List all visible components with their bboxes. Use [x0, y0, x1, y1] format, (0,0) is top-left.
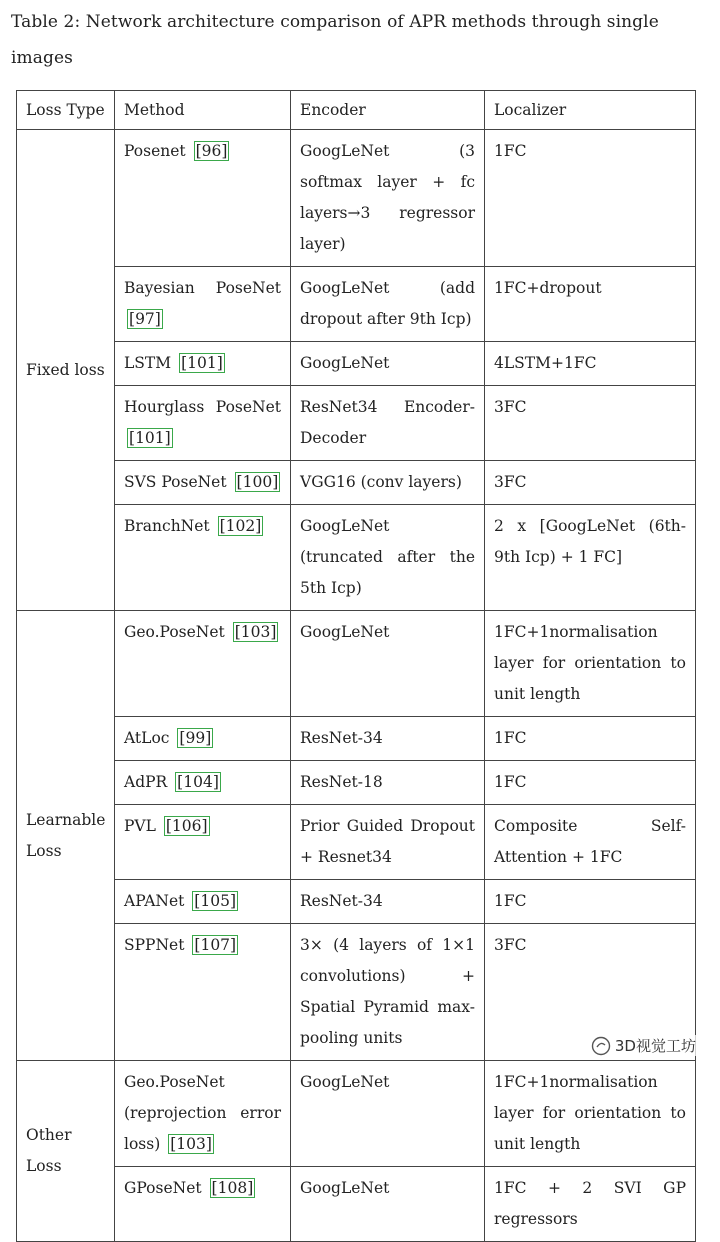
localizer-cell: 4LSTM+1FC	[485, 342, 696, 386]
method-cell	[115, 505, 291, 611]
table-row	[17, 611, 696, 717]
citation-link[interactable]: [107]	[194, 936, 237, 954]
encoder-cell: GoogLeNet	[291, 1167, 485, 1242]
method-cell	[115, 717, 291, 761]
encoder-cell: GoogLeNet (3 softmax layer + fc layers→3 regressor layer)	[291, 130, 485, 267]
citation-number: 105	[200, 892, 230, 910]
method-name: Bayesian PoseNet	[124, 279, 281, 297]
method-cell	[115, 924, 291, 1061]
table-row	[17, 880, 696, 924]
method-name: Geo.PoseNet (reprojection error loss)	[124, 1073, 281, 1153]
method-name: AdPR	[124, 773, 168, 791]
method-cell	[115, 611, 291, 717]
encoder-cell: Prior Guided Dropout + Resnet34	[291, 805, 485, 880]
citation-number: 97	[135, 310, 155, 328]
method-cell	[115, 880, 291, 924]
encoder-cell: GoogLeNet	[291, 611, 485, 717]
encoder-cell: ResNet-34	[291, 717, 485, 761]
citation-link[interactable]: [99]	[179, 729, 212, 747]
citation-number: 99	[185, 729, 206, 747]
loss-type-cell: Learnable Loss	[17, 611, 115, 1061]
method-cell	[115, 461, 291, 505]
architecture-table	[16, 90, 696, 1242]
localizer-cell: 1FC+dropout	[485, 267, 696, 342]
localizer-cell: 1FC+1normalisation layer for orientation to unit length	[485, 611, 696, 717]
table-caption: Table 2: Network architecture comparison of APR methods through single images	[11, 12, 659, 68]
method-name: LSTM	[124, 354, 172, 372]
table-row	[17, 342, 696, 386]
header-row	[17, 91, 696, 130]
table-row	[17, 761, 696, 805]
encoder-cell: VGG16 (conv layers)	[291, 461, 485, 505]
citation-link[interactable]: [108]	[211, 1179, 254, 1197]
citation-number: 106	[171, 817, 202, 835]
watermark-text: 3D视觉工坊	[614, 1037, 696, 1055]
method-name: GPoseNet	[124, 1179, 202, 1197]
method-name: AtLoc	[124, 729, 170, 747]
table-body	[17, 130, 696, 1242]
citation-number: 100	[242, 473, 273, 491]
citation-link[interactable]: [100]	[236, 473, 279, 491]
header-cell: Encoder	[291, 91, 485, 130]
loss-type-cell: Other Loss	[17, 1061, 115, 1242]
citation-link[interactable]: [105]	[194, 892, 237, 910]
citation-number: 101	[135, 429, 165, 447]
method-name: SPPNet	[124, 936, 185, 954]
method-name: SVS PoseNet	[124, 473, 227, 491]
method-cell	[115, 1167, 291, 1242]
header-cell: Loss Type	[17, 91, 115, 130]
citation-link[interactable]: [104]	[177, 773, 219, 791]
localizer-cell: 1FC	[485, 880, 696, 924]
localizer-cell: 3FC	[485, 461, 696, 505]
method-cell	[115, 1061, 291, 1167]
localizer-cell: 1FC	[485, 130, 696, 267]
method-cell	[115, 130, 291, 267]
citation-number: 104	[183, 773, 213, 791]
citation-number: 102	[225, 517, 256, 535]
method-cell	[115, 342, 291, 386]
localizer-cell: 2 x [GoogLeNet (6th-9th Icp) + 1 FC]	[485, 505, 696, 611]
encoder-cell: GoogLeNet	[291, 342, 485, 386]
method-name: PVL	[124, 817, 156, 835]
localizer-cell: 3FC	[485, 924, 696, 1061]
method-cell	[115, 386, 291, 461]
encoder-cell: GoogLeNet (truncated after the 5th Icp)	[291, 505, 485, 611]
localizer-cell: 1FC+1normalisation layer for orientation to unit length	[485, 1061, 696, 1167]
method-cell	[115, 805, 291, 880]
table-row	[17, 1061, 696, 1167]
table-row	[17, 717, 696, 761]
citation-link[interactable]: [103]	[170, 1135, 212, 1153]
table-row	[17, 1167, 696, 1242]
watermark	[589, 1035, 698, 1056]
table-row	[17, 461, 696, 505]
method-name: Hourglass PoseNet	[124, 398, 281, 416]
citation-link[interactable]: [97]	[129, 310, 161, 328]
citation-link[interactable]: [103]	[234, 623, 277, 641]
localizer-cell: Composite Self-Attention + 1FC	[485, 805, 696, 880]
citation-link[interactable]: [101]	[129, 429, 171, 447]
localizer-cell: 3FC	[485, 386, 696, 461]
citation-number: 107	[200, 936, 231, 954]
citation-link[interactable]: [96]	[195, 142, 228, 160]
citation-link[interactable]: [101]	[181, 354, 223, 372]
method-name: BranchNet	[124, 517, 210, 535]
wechat-logo-icon	[591, 1036, 611, 1056]
encoder-cell: ResNet34 Encoder-Decoder	[291, 386, 485, 461]
table-row	[17, 386, 696, 461]
citation-number: 103	[176, 1135, 206, 1153]
table-row	[17, 130, 696, 267]
method-name: Geo.PoseNet	[124, 623, 225, 641]
localizer-cell: 1FC + 2 SVI GP regressors	[485, 1167, 696, 1242]
citation-number: 103	[240, 623, 271, 641]
encoder-cell: ResNet-34	[291, 880, 485, 924]
citation-link[interactable]: [102]	[219, 517, 262, 535]
table-row	[17, 505, 696, 611]
encoder-cell: ResNet-18	[291, 761, 485, 805]
encoder-cell: GoogLeNet (add dropout after 9th Icp)	[291, 267, 485, 342]
encoder-cell: 3× (4 layers of 1×1 convolutions) + Spatial Pyramid max-pooling units	[291, 924, 485, 1061]
encoder-cell: GoogLeNet	[291, 1061, 485, 1167]
table-row	[17, 267, 696, 342]
method-name: Posenet	[124, 142, 186, 160]
localizer-cell: 1FC	[485, 761, 696, 805]
method-cell	[115, 761, 291, 805]
header-cell: Localizer	[485, 91, 696, 130]
header-cell: Method	[115, 91, 291, 130]
method-name: APANet	[124, 892, 185, 910]
citation-link[interactable]: [106]	[165, 817, 208, 835]
loss-type-cell: Fixed loss	[17, 130, 115, 611]
method-cell	[115, 267, 291, 342]
citation-number: 101	[187, 354, 217, 372]
localizer-cell: 1FC	[485, 717, 696, 761]
citation-number: 108	[217, 1179, 248, 1197]
table-row	[17, 805, 696, 880]
citation-number: 96	[201, 142, 222, 160]
